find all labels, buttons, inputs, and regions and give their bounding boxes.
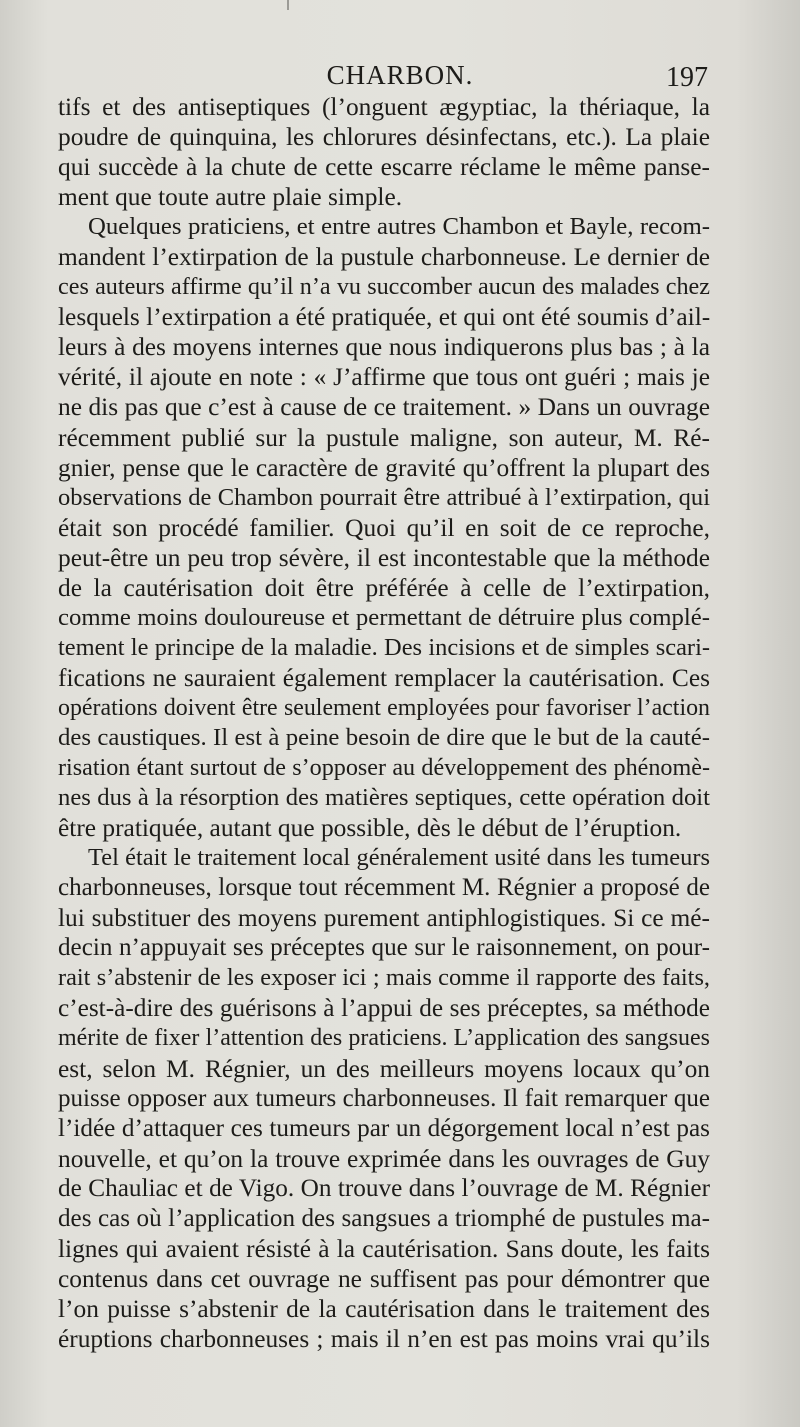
text-line: Tel était le traitement local généralement usité dans les tumeurs (88, 844, 710, 872)
text-line: opérations doivent être seulement employées pour favoriser l’action (58, 694, 710, 721)
text-line: vérité, il ajoute en note : « J’affirme que tous ont guéri ; mais je (58, 363, 710, 392)
text-line: puisse opposer aux tumeurs charbonneuses. Il fait remarquer que (58, 1084, 710, 1112)
text-line: charbonneuses, lorsque tout récemment M. Régnier a proposé de (58, 874, 710, 902)
text-line: l’on puisse s’abstenir de la cautérisation dans le traitement des (58, 1294, 710, 1323)
page-number: 197 (666, 62, 708, 93)
text-line: comme moins douloureuse et permettant de détruire plus complé- (58, 603, 710, 631)
body-text (58, 92, 710, 1354)
text-line: ces auteurs affirme qu’il n’a vu succomber aucun des malades chez (58, 273, 710, 301)
text-line: nes dus à la résorption des matières septiques, cette opération doit (58, 784, 710, 812)
text-line: lesquels l’extirpation a été pratiquée, et qui ont été soumis d’ail- (58, 303, 711, 332)
text-line: était son procédé familier. Quoi qu’il en soit de ce reproche, (58, 513, 710, 542)
text-line: éruptions charbonneuses ; mais il n’en est pas moins vrai qu’ils (58, 1324, 710, 1353)
text-line: est, selon M. Régnier, un des meilleurs moyens locaux qu’on (58, 1054, 710, 1083)
text-line: decin n’appuyait ses préceptes que sur le raisonnement, on pour- (58, 934, 710, 962)
text-line: rait s’abstenir de les exposer ici ; mais comme il rapporte des faits, (58, 964, 710, 992)
text-line: lui substituer des moyens purement antiphlogistiques. Si ce mé- (58, 904, 710, 933)
text-line: fications ne sauraient également remplacer la cautérisation. Ces (58, 663, 710, 692)
text-line: de la cautérisation doit être préférée à celle de l’extirpation, (58, 573, 710, 602)
text-line: gnier, pense que le caractère de gravité qu’offrent la plupart des (58, 453, 710, 482)
text-line: être pratiquée, autant que possible, dès le début de l’éruption. (58, 814, 682, 843)
text-line: nouvelle, et qu’on la trouve exprimée dans les ouvrages de Guy (58, 1144, 710, 1173)
text-line: qui succède à la chute de cette escarre réclame le même panse- (58, 153, 710, 182)
running-title: CHARBON. (326, 60, 474, 90)
text-line: peut-être un peu trop sévère, il est incontestable que la méthode (58, 543, 710, 572)
text-line: mérite de fixer l’attention des praticiens. L’application des sangsues (58, 1025, 710, 1052)
page-edge-mark (287, 0, 289, 10)
text-line: c’est-à-dire des guérisons à l’appui de ses préceptes, sa méthode (58, 994, 710, 1023)
text-line: mandent l’extirpation de la pustule charbonneuse. Le dernier de (58, 243, 710, 272)
text-line: de Chauliac et de Vigo. On trouve dans l’ouvrage de M. Régnier (58, 1174, 710, 1202)
text-line: ne dis pas que c’est à cause de ce traitement. » Dans un ouvrage (58, 393, 710, 422)
text-line: des cas où l’application des sangsues a triomphé de pustules ma- (58, 1204, 710, 1232)
text-line: des caustiques. Il est à peine besoin de dire que le but de la cauté- (58, 723, 710, 751)
text-line: ment que toute autre plaie simple. (58, 183, 403, 212)
text-line: observations de Chambon pourrait être attribué à l’extirpation, qui (58, 483, 710, 511)
text-line: Quelques praticiens, et entre autres Chambon et Bayle, recom- (88, 213, 710, 241)
text-line: récemment publié sur la pustule maligne, son auteur, M. Ré- (58, 423, 710, 452)
text-line: risation étant surtout de s’opposer au développement des phénomè- (58, 754, 710, 782)
text-line: tifs et des antiseptiques (l’onguent ægyptiac, la thériaque, la (58, 93, 710, 121)
text-line: l’idée d’attaquer ces tumeurs par un dégorgement local n’est pas (58, 1114, 710, 1142)
text-line: contenus dans cet ouvrage ne suffisent pas pour démontrer que (58, 1264, 710, 1293)
text-line: leurs à des moyens internes que nous indiquerons plus bas ; à la (58, 333, 710, 362)
text-line: lignes qui avaient résisté à la cautérisation. Sans doute, les faits (58, 1234, 710, 1263)
text-line: tement le principe de la maladie. Des incisions et de simples scari- (58, 633, 710, 661)
text-line: poudre de quinquina, les chlorures désinfectans, etc.). La plaie (58, 123, 710, 152)
